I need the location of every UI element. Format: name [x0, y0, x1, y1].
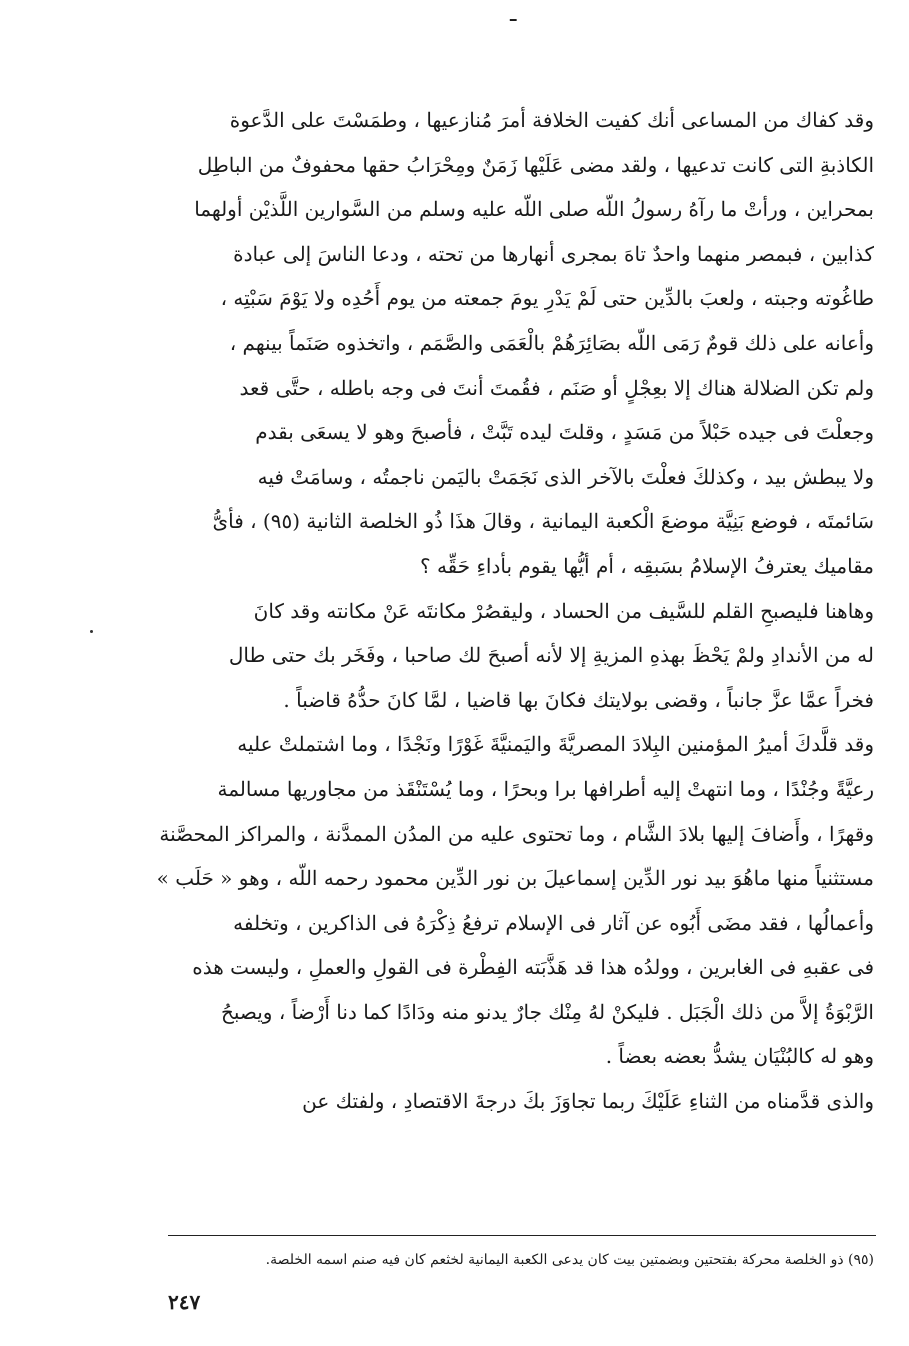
text-line: فخراً عمَّا عزَّ جانباً ، وقضى بولايتك فكانَ بها قاضيا ، لمَّا كانَ حدُّهُ قاضباً .	[283, 687, 874, 712]
top-mark: ـ	[510, 2, 517, 27]
paragraph-2	[150, 589, 874, 723]
text-line: وهاهنا فليصبحِ القلم للسَّيف من الحساد ، وليقصُرْ مكانتَه عَنْ مكانته وقد كانَ	[253, 598, 874, 623]
paragraph-1	[150, 98, 874, 589]
text-line: مستثنياً منها ماهُوَ بيد نور الدِّين إسماعيلَ بن نور الدِّين محمود رحمه اللّه ، وهو « حَلَب »	[156, 866, 874, 891]
footnote-divider	[168, 1235, 876, 1236]
margin-dot	[90, 630, 93, 633]
text-line: وجعلْتَ فى جيده حَبْلاً من مَسَدٍ ، وقلتَ ليده تَبَّتْ ، فأصبحَ وهو لا يسعَى بقدم	[255, 420, 874, 445]
text-line: له من الأندادِ ولمْ يَحْظَ بهذهِ المزيةِ إلا لأنه أصبحَ لك صاحبا ، وفَخَر بك حتى طال	[228, 643, 874, 668]
text-line: ولم تكن الضلالة هناك إلا بعِجْلٍ أو صَنَم ، فقُمتَ أنتَ فى وجه باطله ، حتَّى قعد	[239, 375, 874, 400]
text-line: كذابين ، فبمصر منهما واحدٌ تاهَ بمجرى أنهارها من تحته ، ودعا الناسَ إلى عبادة	[233, 241, 874, 266]
footnote: (٩٥) ذو الخلصة محركة بفتحتين وبضمتين بيت كان يدعى الكعبة اليمانية لخثعم كان فيه صنم اسمه الخلصة.	[265, 1252, 874, 1268]
text-line: بمحراين ، ورأتْ ما رآهُ رسولُ اللّه صلى اللّه عليه وسلم من السَّوارين اللَّذيْن أولهما	[194, 197, 874, 222]
text-line: وأعمالُها ، فقد مضَى أَبُوه عن آثار فى الإسلام ترفعُ ذِكْرَهُ فى الذاكرين ، وتخلفه	[233, 910, 874, 935]
text-line: والذى قدَّمناه من الثناءِ عَلَيْكَ ربما تجاوَزَ بكَ درجةَ الاقتصادِ ، ولفتك عن	[302, 1089, 874, 1114]
text-line: طاغُوته وجبته ، ولعبَ بالدِّين حتى لَمْ يَدْرِ يومَ جمعته من يوم أَحُدِه ولا يَوْمَ سَبْتِه ،	[220, 286, 874, 311]
paragraph-4	[150, 1079, 874, 1124]
text-line: رعيَّةً وجُنْدًا ، وما انتهتْ إليه أطرافها برا وبحرًا ، وما يُسْتَنْقَذ من مجاوريها مسالمة	[217, 776, 874, 801]
text-line: ولا يبطش بيد ، وكذلكَ فعلْتَ بالآخر الذى نَجَمَتْ باليَمن ناجمتُه ، وسامَتْ فيه	[257, 464, 874, 489]
text-line: مقاميك يعترفُ الإسلامُ بسَبقِه ، أم أيُّها يقوم بأداءِ حَقِّه ؟	[419, 553, 874, 578]
text-line: فى عقبهِ فى الغابرين ، وولدُه هذا قد هَذَّبَته الفِطْرة فى القولِ والعملِ ، وليست هذه	[192, 955, 874, 980]
text-line: وقد قلَّدكَ أميرُ المؤمنين البِلادَ المصريَّةَ واليَمنيَّةَ غَوْرًا ونَجْدًا ، وما اشتملتْ عليه	[237, 732, 874, 757]
text-line: وهو له كالبُنْيَان يشدُّ بعضه بعضاً .	[605, 1044, 874, 1069]
text-line: الرَّبْوَةُ إلاَّ من ذلك الْجَبَل . فليكنْ لهُ مِنْك جارٌ يدنو منه ودَادًا كما دنا أَرْضاً ، ويصبحُ	[220, 999, 874, 1024]
text-line: سَائمتَه ، فوضع بَنِيَّة موضعَ الْكعبة اليمانية ، وقالَ هذَا ذُو الخلصة الثانية (٩٥) ، فأىُّ	[212, 509, 874, 534]
text-line: وأعانه على ذلك قومٌ رَمَى اللّه بصَائِرَهُمْ بالْعَمَى والصَّمَم ، واتخذوه صَنَماً بينهم ،	[229, 330, 874, 355]
paragraph-3	[150, 722, 874, 1079]
text-line: الكاذبةِ التى كانت تدعيها ، ولقد مضى عَلَيْها زَمَنٌ ومِحْرَابُ حقها محفوفٌ من الباطِل	[197, 152, 874, 177]
body-text	[150, 98, 874, 1124]
text-line: وقد كفاك من المساعى أنك كفيت الخلافة أمرَ مُنازعيها ، وطمَسْتَ على الدَّعوة	[229, 108, 874, 132]
page-number: ٢٤٧	[168, 1290, 201, 1314]
text-line: وقهرًا ، وأَضافَ إليها بلادَ الشَّام ، وما تحتوى عليه من المدُن الممدَّنة ، والمراكز المحصَّنة	[159, 821, 874, 846]
